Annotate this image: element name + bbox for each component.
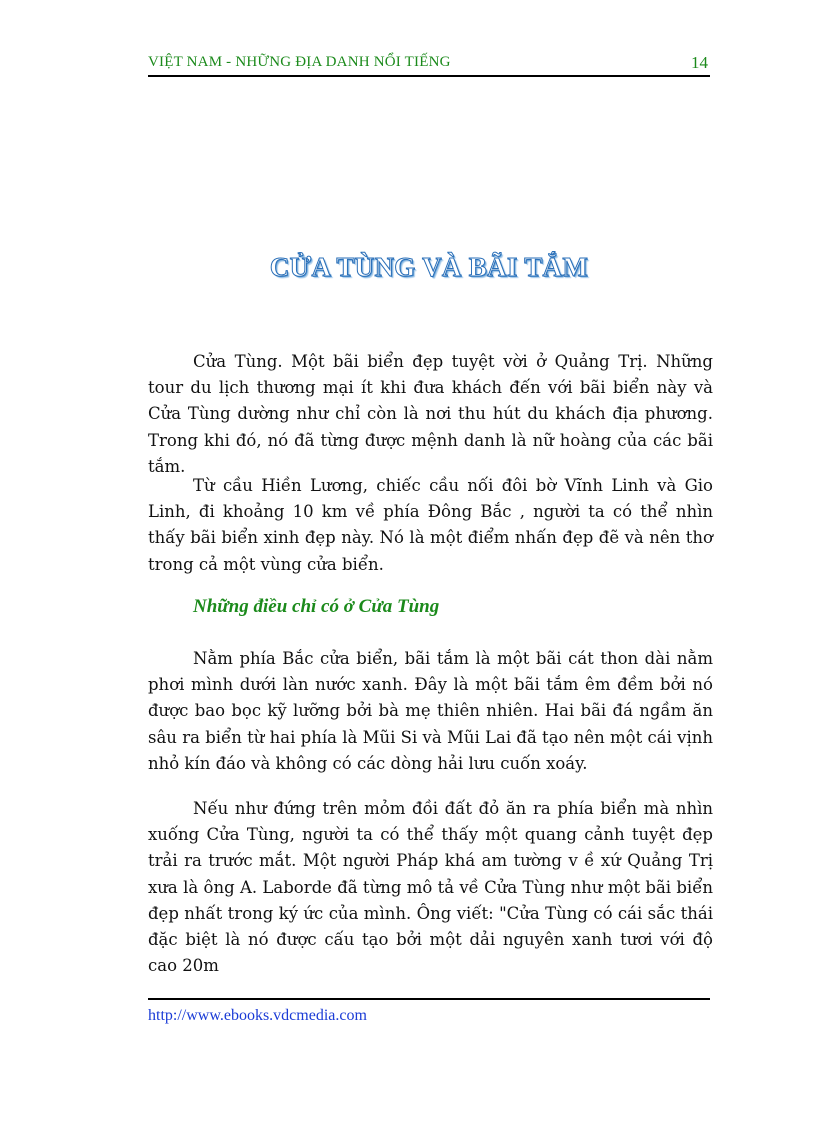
header-divider — [148, 75, 710, 77]
header-title: VIỆT NAM - NHỮNG ĐỊA DANH NỔI TIẾNG — [148, 54, 451, 70]
page-header — [148, 52, 710, 74]
paragraph-2 — [148, 473, 713, 578]
paragraph-4-text: Nếu như đứng trên mỏm đồi đất đỏ ăn ra phía biển mà nhìn xuống Cửa Tùng, người ta có thể thấy một quang cảnh tuyệt đẹp trải ra trước mắt. Một người Pháp khá am tường v ề xứ Quảng Trị xưa là ông A. Laborde đã từng mô tả về Cửa Tùng như một bãi biển đẹp nhất trong ký ức của mình. Ông viết: "Cửa Tùng có cái sắc thái đặc biệt là nó được cấu tạo bởi một dải nguyên xanh tươi với độ cao 20m — [148, 799, 713, 976]
paragraph-3-text: Nằm phía Bắc cửa biển, bãi tắm là một bãi cát thon dài nằm phơi mình dưới làn nước xanh. Đây là một bãi tắm êm đềm bởi nó được bao bọc kỹ lưỡng bởi bà mẹ thiên nhiên. Hai bãi đá ngầm ăn sâu ra biển từ hai phía là Mũi Si và Mũi Lai đã tạo nên một cái vịnh nhỏ kín đáo và không có các dòng hải lưu cuốn xoáy. — [148, 649, 713, 773]
footer-divider — [148, 998, 710, 1000]
paragraph-3 — [148, 646, 713, 777]
article-title: CỬA TÙNG VÀ BÃI TẮM — [269, 252, 589, 282]
page-number: 14 — [691, 53, 708, 72]
paragraph-2-text: Từ cầu Hiền Lương, chiếc cầu nối đôi bờ Vĩnh Linh và Gio Linh, đi khoảng 10 km về phía Đông Bắc , người ta có thể nhìn thấy bãi biển xinh đẹp này. Nó là một điểm nhấn đẹp đẽ và nên thơ trong cả một vùng cửa biển. — [148, 476, 713, 574]
paragraph-4 — [148, 796, 713, 979]
section-subheading: Những điều chỉ có ở Cửa Tùng — [193, 596, 440, 617]
paragraph-1-text: Cửa Tùng. Một bãi biển đẹp tuyệt vời ở Quảng Trị. Những tour du lịch thương mại ít khi đưa khách đến với bãi biển này và Cửa Tùng dường như chỉ còn là nơi thu hút du khách địa phương. Trong khi đó, nó đã từng được mệnh danh là nữ hoàng của các bãi tắm. — [148, 352, 713, 476]
footer-website-link[interactable]: http://www.ebooks.vdcmedia.com — [148, 1007, 367, 1024]
paragraph-1 — [148, 349, 713, 480]
